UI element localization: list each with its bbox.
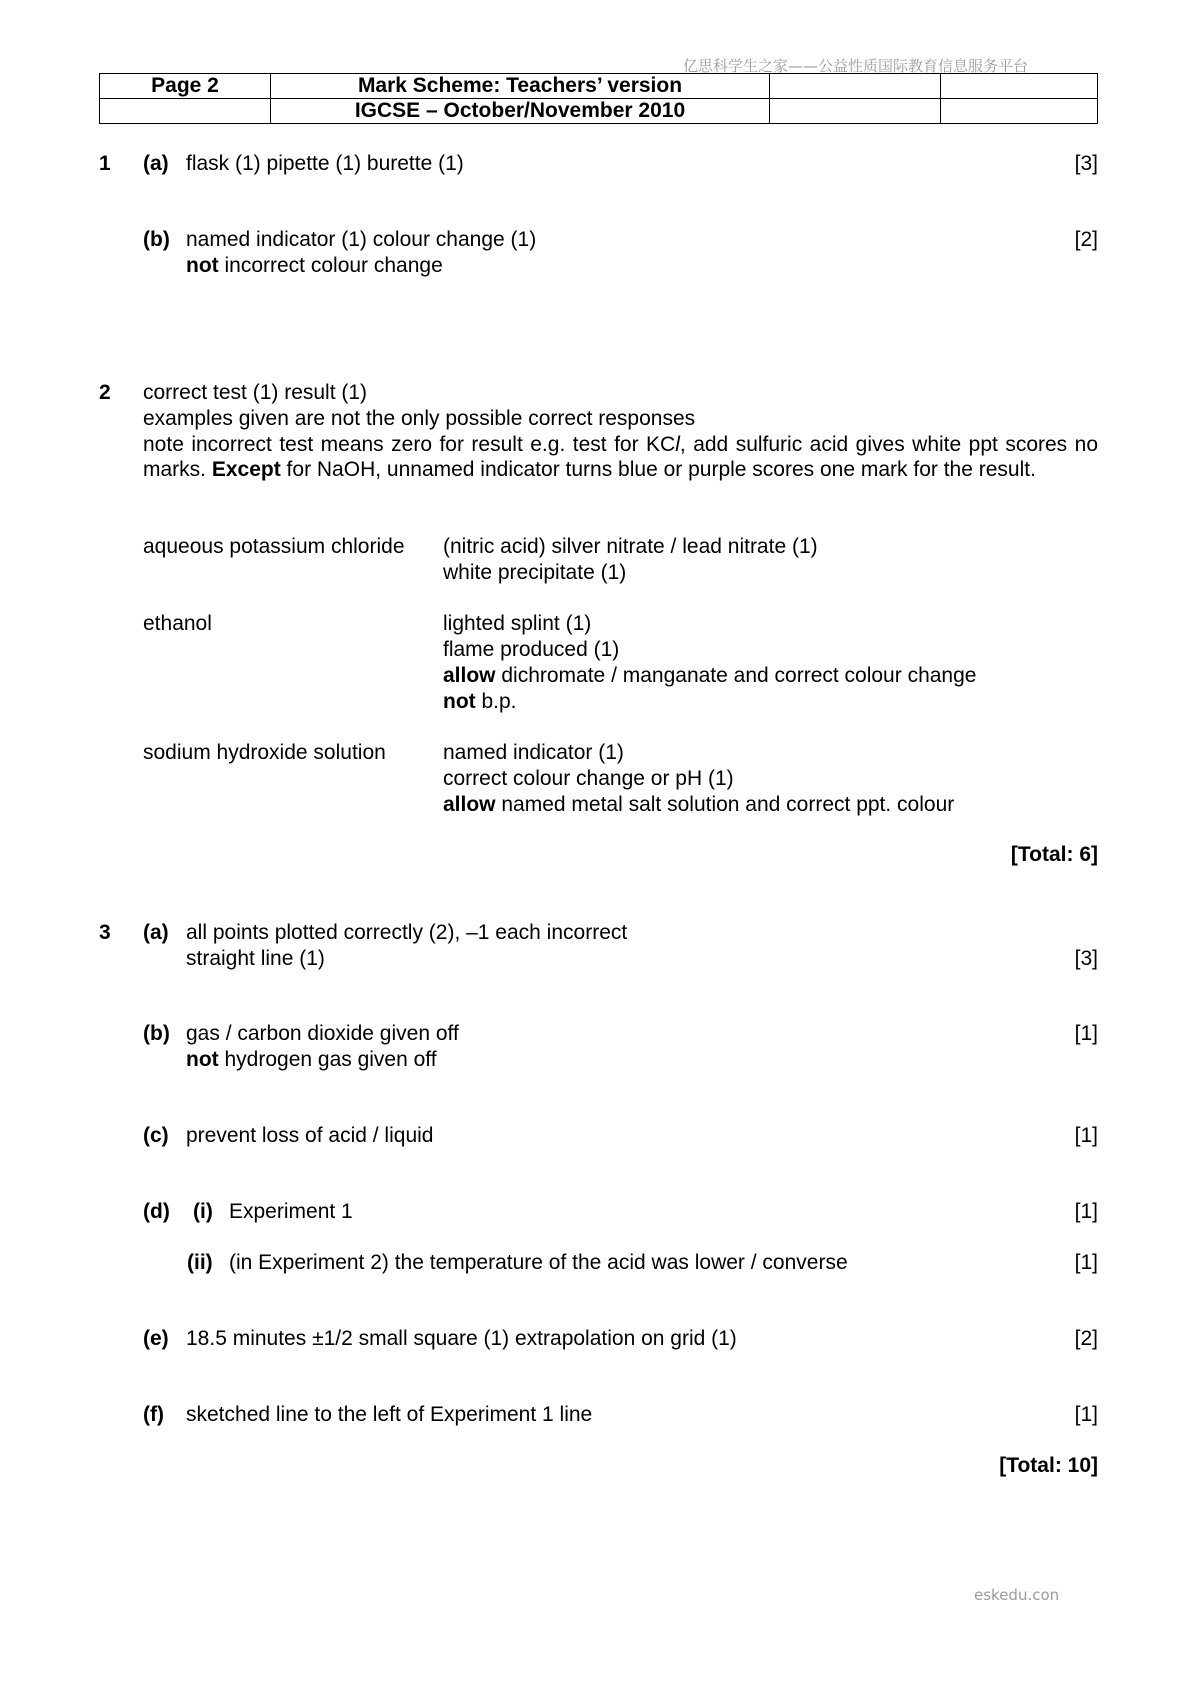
q2-naoh-line2: correct colour change or pH (1): [443, 767, 734, 790]
q2-note-b: , add sulfuric acid gives white ppt scores no marks.: [143, 433, 1098, 481]
q3f-text: sketched line to the left of Experiment 1 line: [186, 1403, 593, 1426]
allow-keyword: allow: [443, 664, 496, 687]
q3f-marks: [1]: [1074, 1403, 1098, 1426]
q3d-i-marks: [1]: [1074, 1200, 1098, 1223]
q3a-line2: straight line (1): [186, 947, 325, 970]
allow-keyword: allow: [443, 793, 496, 816]
header-empty-1: [770, 74, 941, 99]
q3b-text: gas / carbon dioxide given off: [186, 1022, 459, 1045]
q3-number: 3: [99, 921, 111, 944]
q3a-label: (a): [143, 921, 169, 944]
q1b-not-line: [186, 253, 443, 278]
q2-total: [Total: 6]: [1010, 843, 1098, 866]
q3d-ii-marks: [1]: [1074, 1251, 1098, 1274]
q2-ethanol-name: ethanol: [143, 612, 212, 635]
q3-total: [Total: 10]: [999, 1454, 1098, 1477]
q3b-not-line: [186, 1047, 437, 1072]
q3a-line1: all points plotted correctly (2), –1 each incorrect: [186, 921, 628, 944]
header-page: Page 2: [100, 74, 271, 99]
q1a-label: (a): [143, 152, 169, 175]
header-subtitle: IGCSE – October/November 2010: [271, 99, 770, 124]
watermark-top: 亿思科学生之家——公益性质国际教育信息服务平台: [683, 57, 1029, 75]
q2-kcl-line1: (nitric acid) silver nitrate / lead nitrate (1): [443, 535, 818, 558]
q1-number: 1: [99, 152, 111, 175]
header-empty-3: [100, 99, 271, 124]
q2-ethanol-line3: [443, 663, 976, 688]
q2-naoh-line1: named indicator (1): [443, 741, 624, 764]
q2-ethanol-not-text: b.p.: [475, 690, 517, 713]
except-keyword: Except: [211, 458, 281, 481]
q1a-marks: [3]: [1074, 152, 1098, 175]
q3b-marks: [1]: [1074, 1022, 1098, 1045]
q3c-marks: [1]: [1074, 1124, 1098, 1147]
q3d-ii-label: (ii): [187, 1251, 213, 1274]
q2-naoh-line3: [443, 792, 954, 817]
q2-line1: correct test (1) result (1): [143, 381, 368, 404]
q3c-text: prevent loss of acid / liquid: [186, 1124, 434, 1147]
not-keyword: not: [186, 254, 219, 277]
q1b-text: named indicator (1) colour change (1): [186, 228, 537, 251]
q2-line2: examples given are not the only possible correct responses: [143, 407, 696, 430]
q2-ethanol-line4: [443, 689, 517, 714]
q2-note-paragraph: [143, 432, 1098, 482]
header-title: Mark Scheme: Teachers’ version: [271, 74, 770, 99]
q3d-i-label: (i): [193, 1200, 213, 1223]
q2-ethanol-line2: flame produced (1): [443, 638, 620, 661]
q2-ethanol-allow-text: dichromate / manganate and correct colour change: [495, 664, 977, 687]
q2-kcl-name: aqueous potassium chloride: [143, 535, 405, 558]
q2-note-italic: l: [675, 433, 680, 456]
q1a-text: flask (1) pipette (1) burette (1): [186, 152, 464, 175]
q2-note-c: for NaOH, unnamed indicator turns blue or purple scores one mark for the result.: [280, 458, 1036, 481]
header-empty-4: [770, 99, 941, 124]
q2-ethanol-line1: lighted splint (1): [443, 612, 592, 635]
q1b-not-text: incorrect colour change: [218, 254, 443, 277]
q2-number: 2: [99, 381, 111, 404]
q3b-not-text: hydrogen gas given off: [218, 1048, 437, 1071]
q1b-marks: [2]: [1074, 228, 1098, 251]
not-keyword: not: [443, 690, 476, 713]
q3e-label: (e): [143, 1327, 169, 1350]
header-empty-2: [941, 74, 1098, 99]
q1b-label: (b): [143, 228, 170, 251]
q3a-marks: [3]: [1074, 947, 1098, 970]
not-keyword: not: [186, 1048, 219, 1071]
q2-naoh-name: sodium hydroxide solution: [143, 741, 386, 764]
q3e-text: 18.5 minutes ±1/2 small square (1) extrapolation on grid (1): [186, 1327, 737, 1350]
q3d-label: (d): [143, 1200, 170, 1223]
q2-note-a: note incorrect test means zero for result e.g. test for KC: [143, 433, 676, 456]
watermark-bottom: eskedu.con: [974, 1586, 1060, 1604]
q2-kcl-line2: white precipitate (1): [443, 561, 627, 584]
q3f-label: (f): [143, 1403, 164, 1426]
q3c-label: (c): [143, 1124, 169, 1147]
q3d-i-text: Experiment 1: [229, 1200, 353, 1223]
header-table: [99, 73, 1098, 124]
q3e-marks: [2]: [1074, 1327, 1098, 1350]
q3b-label: (b): [143, 1022, 170, 1045]
header-empty-5: [941, 99, 1098, 124]
q2-naoh-allow-text: named metal salt solution and correct ppt. colour: [495, 793, 955, 816]
q3d-ii-text: (in Experiment 2) the temperature of the acid was lower / converse: [229, 1251, 848, 1274]
